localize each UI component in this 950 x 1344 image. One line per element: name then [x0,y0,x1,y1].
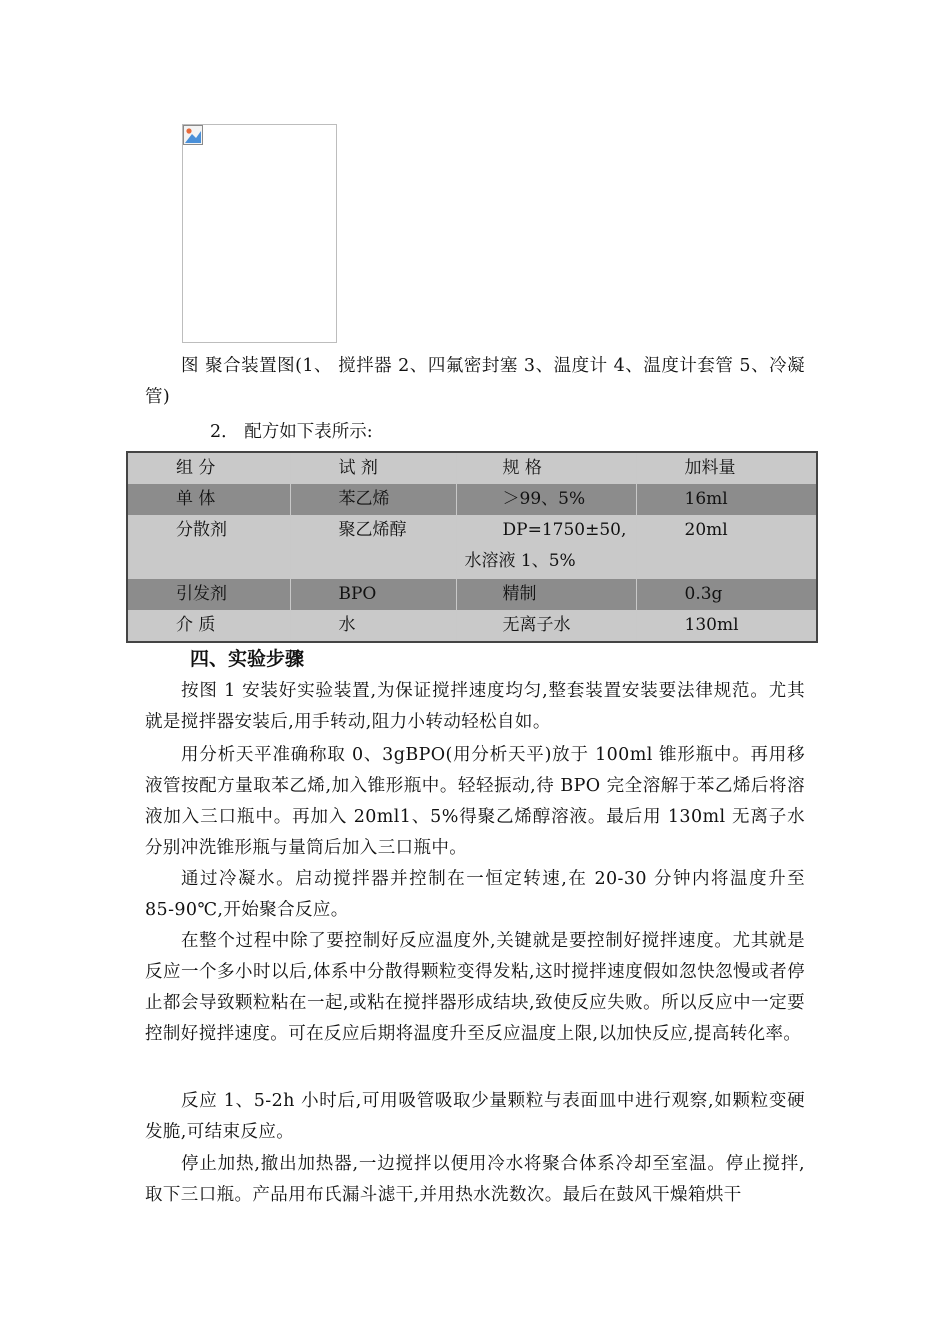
table-row [127,610,817,642]
header-amount: 加料量 [636,452,817,484]
section-heading: 四、实验步骤 [190,648,305,670]
cell-reagent: BPO [290,579,456,610]
paragraph: 反应 1、5-2h 小时后,可用吸管吸取少量颗粒与表面皿中进行观察,如颗粒变硬发脆,可结束反应。 [145,1091,805,1142]
cell-component: 引发剂 [127,579,290,610]
cell-reagent: 聚乙烯醇 [290,515,456,579]
recipe-intro: 2． 配方如下表所示: [210,422,373,442]
cell-amount: 0.3g [636,579,817,610]
cell-component: 单 体 [127,484,290,515]
broken-image-icon [183,125,203,145]
table-row [127,484,817,515]
table-row [127,579,817,610]
cell-spec: 精制 [456,579,636,610]
table-row [127,515,817,579]
cell-amount: 16ml [636,484,817,515]
cell-reagent: 水 [290,610,456,642]
cell-spec: 无离子水 [456,610,636,642]
cell-amount: 20ml [636,515,817,579]
header-component: 组 分 [127,452,290,484]
paragraph: 通过冷凝水。启动搅拌器并控制在一恒定转速,在 20-30 分钟内将温度升至 85-90℃,开始聚合反应。 [145,869,805,920]
paragraph: 在整个过程中除了要控制好反应温度外,关键就是要控制好搅拌速度。尤其就是反应一个多小时以后,体系中分散得颗粒变得发粘,这时搅拌速度假如忽快忽慢或者停止都会导致颗粒粘在一起,或粘在搅拌器形成结块,致使反应失败。所以反应中一定要控制好搅拌速度。可在反应后期将温度升至反应温度上限,以加快反应,提高转化率。 [145,931,805,1044]
cell-component: 介 质 [127,610,290,642]
table-header-row [127,452,817,484]
paragraph: 按图 1 安装好实验装置,为保证搅拌速度均匀,整套装置安装要法律规范。尤其就是搅拌器安装后,用手转动,阻力小转动轻松自如。 [145,681,805,732]
cell-reagent: 苯乙烯 [290,484,456,515]
header-spec: 规 格 [456,452,636,484]
cell-spec [456,515,636,579]
recipe-table [126,451,818,643]
header-reagent: 试 剂 [290,452,456,484]
paragraph: 用分析天平准确称取 0、3gBPO(用分析天平)放于 100ml 锥形瓶中。再用移液管按配方量取苯乙烯,加入锥形瓶中。轻轻振动,待 BPO 完全溶解于苯乙烯后将溶液加入三口瓶中。再加入 20ml1、5%得聚乙烯醇溶液。最后用 130ml 无离子水分别冲洗锥形瓶与量筒后加入三口瓶中。 [145,745,805,858]
figure-image-placeholder [182,124,337,343]
cell-component: 分散剂 [127,515,290,579]
cell-spec: ＞99、5% [456,484,636,515]
cell-amount: 130ml [636,610,817,642]
figure-caption: 图 聚合装置图(1、 搅拌器 2、四氟密封塞 3、温度计 4、温度计套管 5、冷凝管) [145,356,805,407]
cell-spec-line2: 水溶液 1、5% [464,551,576,571]
paragraph: 停止加热,撤出加热器,一边搅拌以便用冷水将聚合体系冷却至室温。停止搅拌,取下三口瓶。产品用布氏漏斗滤干,并用热水洗数次。最后在鼓风干燥箱烘干 [145,1154,805,1205]
cell-spec-line1: DP=1750±50, [502,520,627,540]
